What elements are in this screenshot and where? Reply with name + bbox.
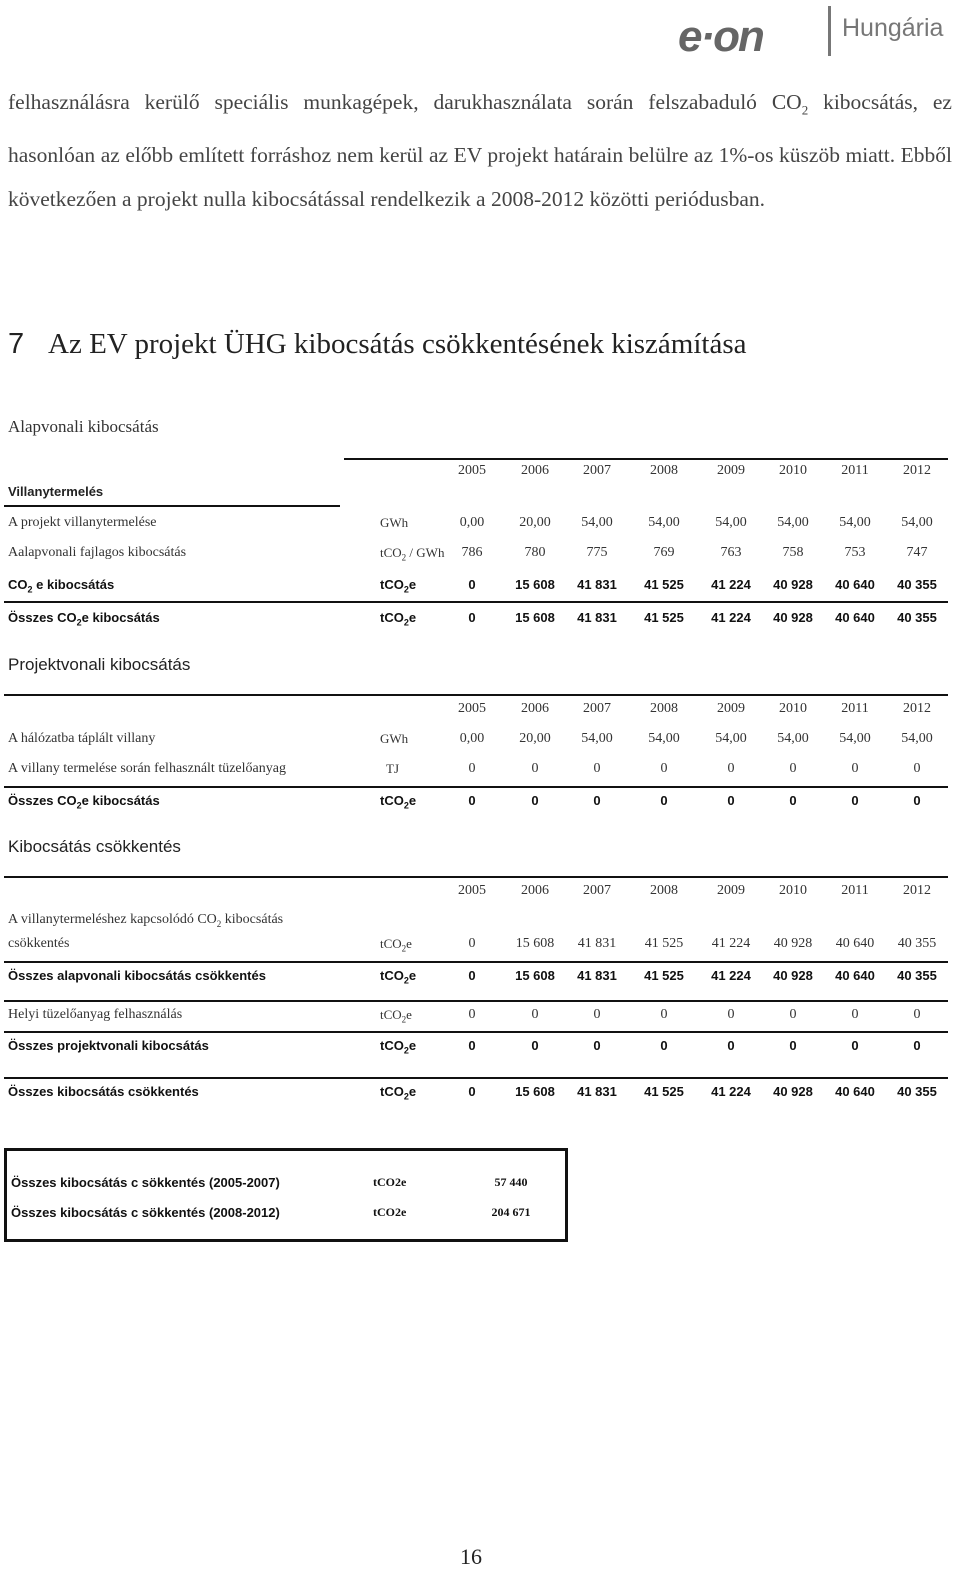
value-cell: 41 525 xyxy=(644,968,684,983)
table-rule xyxy=(4,1031,948,1033)
value-cell: 0 xyxy=(468,1084,476,1099)
value-cell: 0 xyxy=(468,610,476,625)
table-rule xyxy=(4,786,948,788)
value-cell: 753 xyxy=(844,545,866,560)
section-title: Az EV projekt ÜHG kibocsátás csökkentésének kiszámítása xyxy=(48,328,747,360)
year-cell: 2010 xyxy=(779,463,807,478)
year-cell: 2011 xyxy=(841,463,869,478)
value-cell: 54,00 xyxy=(581,515,613,530)
value-cell: 0,00 xyxy=(459,515,485,530)
year-cell: 2009 xyxy=(717,883,745,898)
table-row xyxy=(8,968,952,990)
value-cell: 40 640 xyxy=(835,577,875,592)
value-cell: 41 224 xyxy=(711,1084,751,1099)
value-cell: 41 831 xyxy=(577,1084,617,1099)
value-cell: 54,00 xyxy=(715,515,747,530)
value-cell: 0 xyxy=(468,1007,476,1022)
table-rule xyxy=(4,1000,948,1002)
value-cell: 0 xyxy=(660,1007,668,1022)
value-cell: 0 xyxy=(593,793,601,808)
value-cell: 0 xyxy=(531,1038,539,1053)
value-cell: 40 928 xyxy=(773,968,813,983)
year-cell: 2006 xyxy=(521,701,549,716)
year-cell: 2005 xyxy=(458,463,486,478)
year-cell: 2007 xyxy=(583,463,611,478)
value-cell: 0 xyxy=(789,1038,797,1053)
value-cell: 0 xyxy=(727,761,735,776)
row-unit: tCO$_2$e xyxy=(380,1084,417,1102)
value-cell: 0,00 xyxy=(459,731,485,746)
value-cell: 40 355 xyxy=(897,1084,937,1099)
summary-value: 204 671 xyxy=(491,1205,531,1219)
value-cell: 0 xyxy=(468,936,476,951)
value-cell: 41 831 xyxy=(577,610,617,625)
row-unit: tCO$_2$e xyxy=(380,793,417,811)
year-header-row xyxy=(8,701,952,723)
value-cell: 0 xyxy=(727,793,735,808)
year-header-row xyxy=(8,883,952,905)
value-cell: 0 xyxy=(468,793,476,808)
value-cell: 40 355 xyxy=(897,610,937,625)
value-cell: 0 xyxy=(593,1038,601,1053)
value-cell: 40 355 xyxy=(897,936,937,951)
summary-box xyxy=(4,1148,568,1242)
value-cell: 40 928 xyxy=(773,610,813,625)
table-rule xyxy=(4,505,340,507)
summary-unit: tCO2e xyxy=(373,1205,407,1219)
year-cell: 2006 xyxy=(521,463,549,478)
value-cell: 747 xyxy=(906,545,928,560)
baseline-title: Alapvonali kibocsátás xyxy=(8,417,159,436)
year-cell: 2008 xyxy=(650,701,678,716)
value-cell: 54,00 xyxy=(901,515,933,530)
value-cell: 40 640 xyxy=(835,610,875,625)
row-unit: tCO$_2$ / GWh xyxy=(380,545,445,563)
value-cell: 0 xyxy=(789,793,797,808)
row-unit: TJ xyxy=(386,761,399,776)
row-label: Összes projektvonali kibocsátás xyxy=(8,1038,209,1053)
value-cell: 0 xyxy=(851,793,859,808)
year-cell: 2006 xyxy=(521,883,549,898)
row-label: A villanytermeléshez kapcsolódó $CO_2$ kibocsátás xyxy=(8,912,284,929)
table-row xyxy=(8,1007,952,1029)
value-cell: 0 xyxy=(851,1007,859,1022)
table-rule xyxy=(4,1077,948,1079)
value-cell: 41 831 xyxy=(577,577,617,592)
value-cell: 0 xyxy=(851,761,859,776)
section-number: 7 xyxy=(8,328,25,360)
row-label: Összes $CO_2e$ kibocsátás xyxy=(8,610,160,628)
value-cell: 0 xyxy=(851,1038,859,1053)
year-cell: 2012 xyxy=(903,701,931,716)
table-rule xyxy=(4,601,948,603)
summary-label: Összes kibocsátás c sökkentés (2008-2012) xyxy=(11,1205,280,1220)
summary-row xyxy=(11,1205,567,1225)
value-cell: 40 640 xyxy=(835,968,875,983)
value-cell: 41 831 xyxy=(577,936,617,951)
row-label: Összes $CO_2e$ kibocsátás xyxy=(8,793,160,811)
row-label: A villany termelése során felhasznált tüzelőanyag xyxy=(8,761,286,776)
value-cell: 15 608 xyxy=(515,1084,555,1099)
year-cell: 2010 xyxy=(779,701,807,716)
value-cell: 54,00 xyxy=(901,731,933,746)
row-unit: tCO$_2$e xyxy=(380,968,417,986)
value-cell: 40 928 xyxy=(773,936,813,951)
year-cell: 2010 xyxy=(779,883,807,898)
section-heading xyxy=(8,328,747,361)
value-cell: 54,00 xyxy=(777,731,809,746)
value-cell: 0 xyxy=(468,577,476,592)
value-cell: 41 224 xyxy=(711,968,751,983)
value-cell: 780 xyxy=(524,545,546,560)
row-label: $CO_2$ e kibocsátás xyxy=(8,577,115,595)
year-cell: 2011 xyxy=(841,701,869,716)
value-cell: 40 640 xyxy=(835,936,875,951)
value-cell: 763 xyxy=(720,545,742,560)
year-header-row xyxy=(8,463,952,485)
row-unit: tCO$_2$e xyxy=(380,1038,417,1056)
value-cell: 15 608 xyxy=(515,968,555,983)
row-label: csökkentés xyxy=(8,936,70,951)
logo-subtitle: Hungária xyxy=(842,14,944,42)
row-unit: GWh xyxy=(380,515,409,530)
value-cell: 40 355 xyxy=(897,968,937,983)
value-cell: 41 224 xyxy=(711,610,751,625)
value-cell: 15 608 xyxy=(515,577,555,592)
value-cell: 40 355 xyxy=(897,577,937,592)
row-label: A hálózatba táplált villany xyxy=(8,731,156,746)
value-cell: 41 831 xyxy=(577,968,617,983)
value-cell: 40 640 xyxy=(835,1084,875,1099)
value-cell: 54,00 xyxy=(715,731,747,746)
summary-value: 57 440 xyxy=(494,1175,528,1189)
year-cell: 2007 xyxy=(583,701,611,716)
value-cell: 0 xyxy=(593,761,601,776)
year-cell: 2005 xyxy=(458,701,486,716)
value-cell: 41 224 xyxy=(711,577,751,592)
value-cell: 41 525 xyxy=(644,610,684,625)
intro-paragraph: felhasználásra kerülő speciális munkagépek, darukhasználata során felszabaduló $CO_2$ kibocsátás, ez hasonlóan az előbb említett forráshoz nem kerül az EV projekt határain belülre az 1%-os küszöb miatt. Ebből következően a projekt nulla kibocsátással rendelkezik a 2008-2012 közötti periódusban. xyxy=(8,90,952,212)
row-label: Összes alapvonali kibocsátás csökkentés xyxy=(8,968,266,983)
year-cell: 2011 xyxy=(841,883,869,898)
value-cell: 0 xyxy=(913,761,921,776)
reduction-title: Kibocsátás csökkentés xyxy=(8,837,181,856)
value-cell: 15 608 xyxy=(515,610,555,625)
table-row xyxy=(8,515,952,537)
value-cell: 775 xyxy=(586,545,608,560)
year-cell: 2005 xyxy=(458,883,486,898)
value-cell: 0 xyxy=(660,1038,668,1053)
year-cell: 2009 xyxy=(717,701,745,716)
value-cell: 0 xyxy=(531,1007,539,1022)
table-row xyxy=(8,761,952,783)
table-row xyxy=(8,731,952,753)
value-cell: 0 xyxy=(913,1038,921,1053)
table-row xyxy=(8,793,952,815)
table-row xyxy=(8,936,952,958)
table-row-label-line xyxy=(8,912,952,934)
table-rule xyxy=(4,876,948,878)
value-cell: 41 525 xyxy=(644,936,684,951)
row-unit: tCO$_2$e xyxy=(380,1007,412,1025)
value-cell: 786 xyxy=(461,545,483,560)
page-number: 16 xyxy=(460,1544,482,1569)
table-rule xyxy=(344,458,948,460)
year-cell: 2009 xyxy=(717,463,745,478)
value-cell: 54,00 xyxy=(839,731,871,746)
value-cell: 20,00 xyxy=(519,731,551,746)
value-cell: 758 xyxy=(782,545,804,560)
value-cell: 41 525 xyxy=(644,577,684,592)
row-label: Helyi tüzelőanyag felhasználás xyxy=(8,1007,183,1022)
value-cell: 41 224 xyxy=(711,936,751,951)
row-unit: tCO$_2$e xyxy=(380,936,412,954)
table-row xyxy=(8,1038,952,1060)
value-cell: 0 xyxy=(468,968,476,983)
year-cell: 2012 xyxy=(903,463,931,478)
value-cell: 0 xyxy=(531,761,539,776)
value-cell: 0 xyxy=(789,761,797,776)
value-cell: 41 525 xyxy=(644,1084,684,1099)
value-cell: 0 xyxy=(468,761,476,776)
value-cell: 0 xyxy=(913,793,921,808)
value-cell: 40 928 xyxy=(773,1084,813,1099)
project-title: Projektvonali kibocsátás xyxy=(8,655,191,674)
logo-divider xyxy=(828,6,831,56)
value-cell: 54,00 xyxy=(648,731,680,746)
row-unit: tCO$_2$e xyxy=(380,610,417,628)
row-label: A projekt villanytermelése xyxy=(8,515,157,530)
row-label: Összes kibocsátás csökkentés xyxy=(8,1084,199,1099)
value-cell: 0 xyxy=(727,1007,735,1022)
year-cell: 2008 xyxy=(650,883,678,898)
table-row xyxy=(8,610,952,632)
value-cell: 54,00 xyxy=(839,515,871,530)
table-row xyxy=(8,1084,952,1106)
value-cell: 0 xyxy=(660,793,668,808)
summary-unit: tCO2e xyxy=(373,1175,407,1189)
table-row xyxy=(8,577,952,599)
value-cell: 40 928 xyxy=(773,577,813,592)
value-cell: 0 xyxy=(789,1007,797,1022)
value-cell: 0 xyxy=(913,1007,921,1022)
summary-label: Összes kibocsátás c sökkentés (2005-2007) xyxy=(11,1175,280,1190)
value-cell: 20,00 xyxy=(519,515,551,530)
value-cell: 15 608 xyxy=(515,936,555,951)
value-cell: 0 xyxy=(593,1007,601,1022)
year-cell: 2008 xyxy=(650,463,678,478)
table-rule xyxy=(4,694,948,696)
table-row xyxy=(8,545,952,567)
logo-mark: e·on xyxy=(678,12,763,61)
value-cell: 54,00 xyxy=(648,515,680,530)
value-cell: 0 xyxy=(727,1038,735,1053)
value-cell: 0 xyxy=(531,793,539,808)
year-cell: 2012 xyxy=(903,883,931,898)
value-cell: 0 xyxy=(468,1038,476,1053)
value-cell: 54,00 xyxy=(777,515,809,530)
row-unit: GWh xyxy=(380,731,409,746)
value-cell: 0 xyxy=(660,761,668,776)
year-cell: 2007 xyxy=(583,883,611,898)
table-rule xyxy=(4,961,948,963)
row-unit: tCO$_2$e xyxy=(380,577,417,595)
value-cell: 54,00 xyxy=(581,731,613,746)
summary-row xyxy=(11,1175,567,1195)
value-cell: 769 xyxy=(653,545,675,560)
baseline-subtitle: Villanytermelés xyxy=(8,484,104,499)
eon-hungaria-logo xyxy=(678,6,954,61)
row-label: Aalapvonali fajlagos kibocsátás xyxy=(8,545,187,560)
